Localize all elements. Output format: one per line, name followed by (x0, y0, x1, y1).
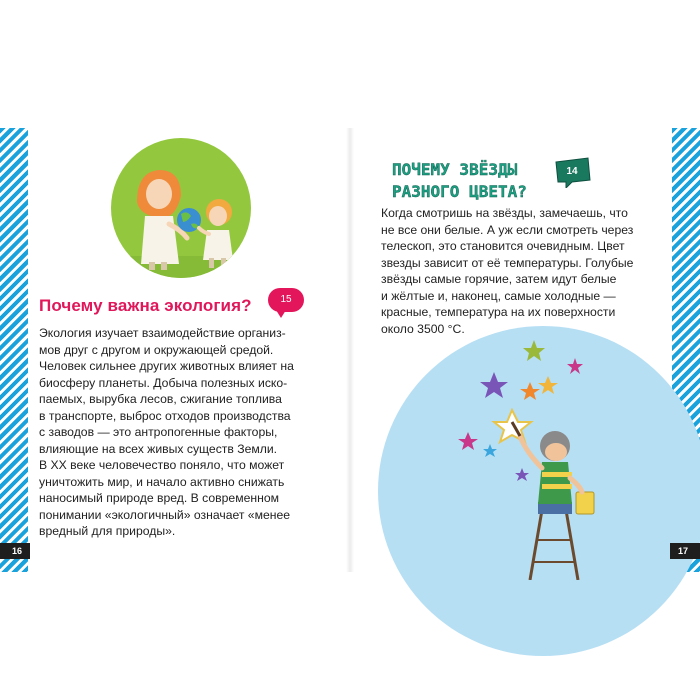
left-page-number: 16 (0, 543, 30, 559)
right-page-number: 17 (670, 543, 700, 559)
left-striped-edge (0, 128, 28, 572)
boy-painting-stars-icon (430, 340, 630, 580)
ecology-illustration (111, 138, 251, 278)
page-gutter (346, 128, 354, 572)
left-heading: Почему важна экология? (39, 296, 252, 315)
right-heading: ПОЧЕМУ ЗВЁЗДЫ РАЗНОГО ЦВЕТА? (392, 160, 527, 201)
question-number-badge-right (552, 156, 592, 188)
question-number-badge: 15 (268, 288, 304, 312)
mother-child-globe-icon (111, 138, 251, 278)
right-paragraph: Когда смотришь на звёзды, замечаешь, что не все они белые. А уж если смотреть через телескоп, это становится очевидным. Цвет звезды зависит от её температуры. Голубые звёзды самые горячие, затем идут белые и жёлтые и, наконец, самые холодные — красные, температура на их поверхности около 3500 °C. (381, 206, 634, 336)
left-paragraph: Экология изучает взаимодействие организ- мов друг с другом и окружающей средой. Человек сильнее других животных влияет на биосферу планеты. Добыча полезных иско- паемых, вырубка лесов, сжигание топлива в транспорте, выброс отходов производства с заводов — это антропогенные факторы, влияющие на всех живых существ Земли. В XX веке человечество поняло, что может уничтожить мир, и начало активно снижать наносимый природе вред. В современном понимании «экологичный» означает «менее вредный для природы». (39, 326, 294, 538)
star-icon (458, 340, 583, 481)
question-number-right: 14 (566, 166, 578, 177)
